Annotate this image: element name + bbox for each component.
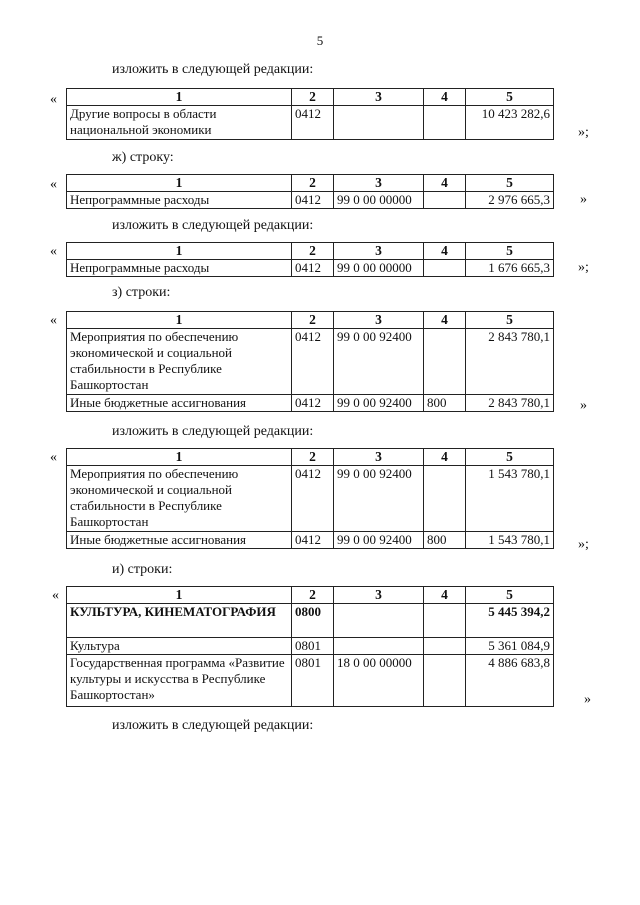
intro-text: ж) строку:	[112, 150, 174, 165]
col-header: 3	[334, 312, 424, 329]
row-target-code: 99 0 00 92400	[334, 329, 424, 395]
row-amount: 4 886 683,8	[466, 655, 554, 707]
row-amount: 1 543 780,1	[466, 466, 554, 532]
col-header: 5	[466, 587, 554, 604]
col-header: 5	[466, 312, 554, 329]
row-name: Непрограммные расходы	[67, 260, 292, 277]
budget-table	[66, 311, 554, 412]
row-section-code: 0412	[292, 532, 334, 549]
row-section-code: 0412	[292, 260, 334, 277]
close-quote: »	[584, 692, 591, 707]
row-section-code: 0412	[292, 106, 334, 140]
row-target-code: 99 0 00 00000	[334, 192, 424, 209]
row-expense-type: 800	[424, 395, 466, 412]
close-quote: »;	[578, 260, 589, 275]
col-header: 4	[424, 312, 466, 329]
row-expense-type	[424, 604, 466, 638]
table-header-row	[67, 449, 554, 466]
row-section-code: 0412	[292, 395, 334, 412]
row-target-code: 18 0 00 00000	[334, 655, 424, 707]
row-name: Иные бюджетные ассигнования	[67, 395, 292, 412]
intro-text: изложить в следующей редакции:	[112, 218, 314, 233]
table-header-row	[67, 89, 554, 106]
row-target-code: 99 0 00 92400	[334, 395, 424, 412]
table-row	[67, 192, 554, 209]
col-header: 2	[292, 449, 334, 466]
close-quote: »	[580, 192, 587, 207]
row-target-code: 99 0 00 92400	[334, 532, 424, 549]
row-name: Мероприятия по обеспечению экономической и социальной стабильности в Республике Башкортостан	[67, 466, 292, 532]
budget-table	[66, 174, 554, 209]
row-target-code	[334, 106, 424, 140]
budget-table	[66, 242, 554, 277]
col-header: 5	[466, 449, 554, 466]
table-header-row	[67, 243, 554, 260]
intro-text: з) строки:	[112, 285, 171, 300]
intro-text: и) строки:	[112, 562, 173, 577]
col-header: 5	[466, 243, 554, 260]
row-target-code	[334, 638, 424, 655]
row-amount: 2 843 780,1	[466, 395, 554, 412]
row-target-code	[334, 604, 424, 638]
close-quote: »	[580, 398, 587, 413]
table-row	[67, 655, 554, 707]
col-header: 2	[292, 587, 334, 604]
row-name: КУЛЬТУРА, КИНЕМАТОГРАФИЯ	[67, 604, 292, 638]
row-name: Непрограммные расходы	[67, 192, 292, 209]
col-header: 2	[292, 175, 334, 192]
row-expense-type: 800	[424, 532, 466, 549]
col-header: 4	[424, 175, 466, 192]
col-header: 1	[67, 449, 292, 466]
col-header: 1	[67, 312, 292, 329]
row-section-code: 0412	[292, 192, 334, 209]
col-header: 1	[67, 175, 292, 192]
col-header: 3	[334, 243, 424, 260]
budget-table	[66, 448, 554, 549]
table-row	[67, 106, 554, 140]
row-target-code: 99 0 00 00000	[334, 260, 424, 277]
row-amount: 1 676 665,3	[466, 260, 554, 277]
table-header-row	[67, 587, 554, 604]
row-amount: 5 445 394,2	[466, 604, 554, 638]
table-header-row	[67, 175, 554, 192]
row-name: Государственная программа «Развитие культуры и искусства в Республике Башкортостан»	[67, 655, 292, 707]
table-header-row	[67, 312, 554, 329]
row-expense-type	[424, 466, 466, 532]
col-header: 4	[424, 587, 466, 604]
col-header: 3	[334, 89, 424, 106]
row-section-code: 0800	[292, 604, 334, 638]
budget-table	[66, 88, 554, 140]
row-name: Культура	[67, 638, 292, 655]
row-amount: 2 976 665,3	[466, 192, 554, 209]
table-row	[67, 260, 554, 277]
open-quote: «	[50, 244, 57, 259]
row-amount: 5 361 084,9	[466, 638, 554, 655]
row-target-code: 99 0 00 92400	[334, 466, 424, 532]
row-amount: 2 843 780,1	[466, 329, 554, 395]
row-section-code: 0801	[292, 655, 334, 707]
page-number: 5	[316, 33, 324, 48]
row-expense-type	[424, 260, 466, 277]
open-quote: «	[52, 588, 59, 603]
col-header: 1	[67, 587, 292, 604]
table-row	[67, 329, 554, 395]
table-row	[67, 532, 554, 549]
row-section-code: 0801	[292, 638, 334, 655]
table-row	[67, 604, 554, 638]
col-header: 4	[424, 449, 466, 466]
final-text: изложить в следующей редакции:	[112, 718, 314, 733]
col-header: 2	[292, 89, 334, 106]
col-header: 4	[424, 89, 466, 106]
col-header: 4	[424, 243, 466, 260]
col-header: 2	[292, 312, 334, 329]
col-header: 3	[334, 449, 424, 466]
col-header: 5	[466, 89, 554, 106]
row-expense-type	[424, 106, 466, 140]
row-name: Иные бюджетные ассигнования	[67, 532, 292, 549]
close-quote: »;	[578, 125, 589, 140]
row-expense-type	[424, 329, 466, 395]
row-expense-type	[424, 638, 466, 655]
col-header: 5	[466, 175, 554, 192]
row-expense-type	[424, 655, 466, 707]
intro-text: изложить в следующей редакции:	[112, 62, 314, 77]
row-amount: 10 423 282,6	[466, 106, 554, 140]
col-header: 3	[334, 587, 424, 604]
open-quote: «	[50, 450, 57, 465]
budget-table	[66, 586, 554, 707]
open-quote: «	[50, 313, 57, 328]
table-row	[67, 395, 554, 412]
row-section-code: 0412	[292, 466, 334, 532]
table-row	[67, 466, 554, 532]
intro-text: изложить в следующей редакции:	[112, 424, 314, 439]
col-header: 2	[292, 243, 334, 260]
col-header: 1	[67, 243, 292, 260]
close-quote: »;	[578, 537, 589, 552]
open-quote: «	[50, 92, 57, 107]
row-name: Мероприятия по обеспечению экономической и социальной стабильности в Республике Башкортостан	[67, 329, 292, 395]
row-name: Другие вопросы в области национальной экономики	[67, 106, 292, 140]
row-amount: 1 543 780,1	[466, 532, 554, 549]
row-expense-type	[424, 192, 466, 209]
table-row	[67, 638, 554, 655]
open-quote: «	[50, 177, 57, 192]
col-header: 1	[67, 89, 292, 106]
col-header: 3	[334, 175, 424, 192]
row-section-code: 0412	[292, 329, 334, 395]
